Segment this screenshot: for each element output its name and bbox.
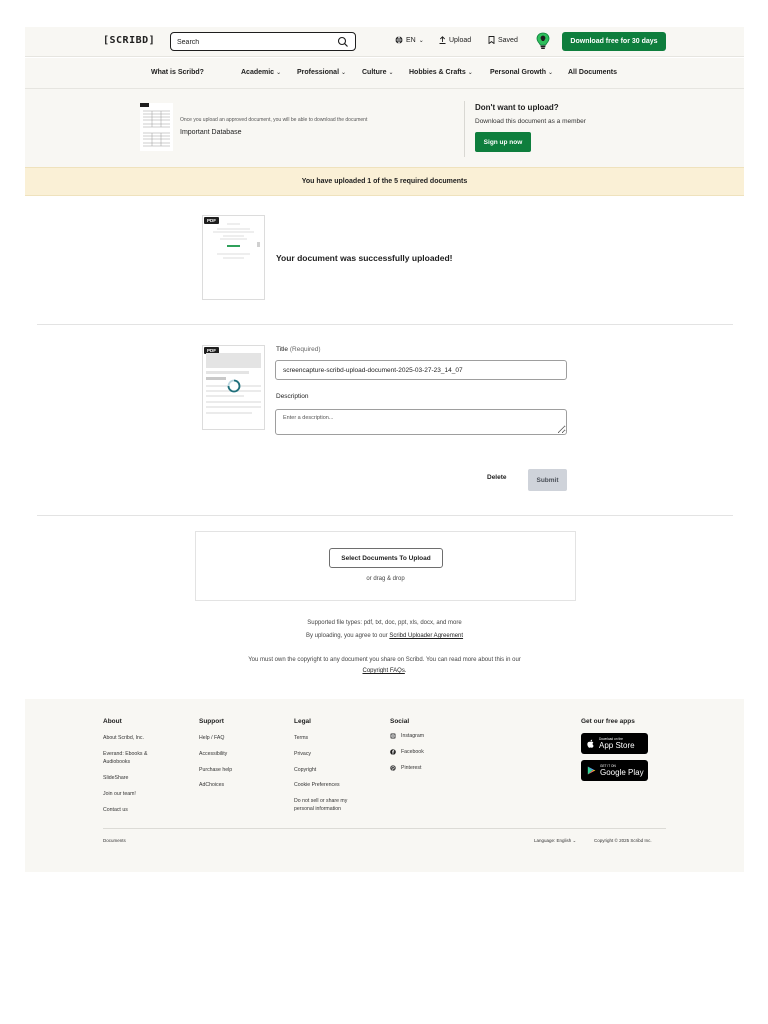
footer-apps-heading: Get our free apps [581, 718, 635, 725]
facebook-link[interactable] [390, 749, 424, 755]
nav-label: Professional [297, 69, 340, 76]
nav-academic[interactable] [241, 69, 281, 76]
chevron-down-icon: ⌄ [418, 37, 424, 44]
footer-social-heading: Social [390, 718, 410, 725]
title-label [276, 346, 321, 353]
copyright-notice: You must own the copyright to any document you share on Scribd. You can read more about this in our [248, 657, 521, 663]
upload-info-section [25, 89, 744, 167]
chevron-down-icon: ⌄ [341, 70, 347, 76]
member-text: Download this document as a member [475, 118, 586, 125]
app-store-badge[interactable] [581, 733, 648, 754]
nav-label: Personal Growth [490, 69, 547, 76]
social-label: Facebook [401, 749, 424, 755]
footer-about-heading: About [103, 718, 122, 725]
chevron-down-icon: ⌄ [548, 70, 554, 76]
document-upload-thumbnail [202, 345, 265, 430]
progress-text: You have uploaded 1 of the 5 required documents [301, 178, 468, 185]
language-selector[interactable] [395, 36, 424, 44]
supported-file-types: Supported file types: pdf, txt, doc, ppt, xls, docx, and more [307, 620, 462, 626]
document-thumbnail[interactable] [140, 103, 173, 151]
app-store-text [599, 737, 635, 750]
footer-language-selector[interactable] [534, 838, 576, 844]
language-label: EN [406, 36, 416, 44]
upload-link[interactable] [439, 36, 471, 44]
bookmark-icon [488, 36, 495, 44]
select-documents-button[interactable]: Select Documents To Upload [329, 548, 443, 568]
footer-link[interactable]: SlideShare [103, 775, 129, 781]
instagram-icon [390, 733, 396, 739]
footer-support-heading: Support [199, 718, 224, 725]
footer-link[interactable]: Copyright [294, 767, 317, 773]
footer-documents-link[interactable]: Documents [103, 838, 126, 843]
app-store-small-text: Download on the [599, 737, 623, 741]
delete-button[interactable]: Delete [487, 474, 507, 481]
social-label: Pinterest [401, 765, 422, 771]
google-play-small-text: GET IT ON [600, 764, 616, 768]
nav-what-is-scribd[interactable] [151, 69, 204, 76]
copyright-faq-line [25, 668, 744, 674]
upload-progress-banner [25, 167, 744, 196]
upload-icon [439, 36, 446, 44]
nav-professional[interactable] [297, 69, 346, 76]
footer-link[interactable]: Help / FAQ [199, 735, 225, 741]
description-input[interactable] [275, 409, 567, 435]
pinterest-link[interactable] [390, 765, 421, 771]
top-header [25, 27, 744, 57]
footer-link[interactable]: Cookie Preferences [294, 782, 340, 788]
loading-spinner-icon [227, 379, 241, 393]
category-nav [25, 58, 744, 89]
nav-label: Academic [241, 69, 275, 76]
document-preview-graphic [203, 216, 264, 299]
google-play-big-text: Google Play [600, 768, 644, 777]
instagram-link[interactable] [390, 733, 424, 739]
footer-link[interactable]: Accessibility [199, 751, 228, 757]
footer-copyright: Copyright © 2025 Scribd Inc. [594, 838, 652, 843]
document-name[interactable]: Important Database [180, 129, 242, 136]
nav-label: All Documents [568, 69, 618, 76]
success-message: Your document was successfully uploaded! [276, 253, 453, 263]
title-label-text: Title [276, 346, 289, 353]
lightbulb-icon[interactable] [536, 32, 550, 50]
required-tag: (Required) [289, 346, 321, 353]
divider [464, 101, 465, 157]
upload-note: Once you upload an approved document, you will be able to download the document [180, 117, 368, 123]
footer-link[interactable]: Everand: Ebooks & Audiobooks [103, 751, 148, 765]
saved-label: Saved [498, 36, 518, 44]
uploaded-document-thumbnail [202, 215, 265, 300]
search-input[interactable] [177, 36, 327, 48]
nav-personal-growth[interactable] [490, 69, 553, 76]
copyright-suffix: . [404, 668, 407, 674]
social-label: Instagram [401, 733, 425, 739]
uploader-agreement-link[interactable]: Scribd Uploader Agreement [389, 633, 464, 639]
search-box[interactable] [170, 32, 356, 51]
nav-hobbies-crafts[interactable] [409, 69, 473, 76]
chevron-down-icon: ⌄ [388, 70, 394, 76]
footer-link[interactable]: Do not sell or share my personal information [294, 798, 348, 812]
sign-up-button[interactable]: Sign up now [475, 132, 531, 152]
agreement-line [25, 633, 744, 639]
nav-culture[interactable] [362, 69, 394, 76]
drag-drop-text: or drag & drop [366, 576, 405, 582]
nav-label: Hobbies & Crafts [409, 69, 466, 76]
facebook-icon [390, 749, 396, 755]
scribd-logo[interactable]: [SCRIBD] [103, 35, 156, 46]
nav-all-documents[interactable] [568, 69, 617, 76]
footer-link[interactable]: Join our team! [103, 791, 136, 797]
google-play-text [600, 764, 644, 777]
nav-label: What is Scribd? [151, 69, 204, 76]
download-free-button[interactable]: Download free for 30 days [562, 32, 666, 51]
pdf-badge: PDF [204, 217, 219, 224]
footer-legal-heading: Legal [294, 718, 311, 725]
chevron-down-icon: ⌄ [572, 838, 577, 843]
site-footer [25, 699, 744, 872]
title-input[interactable] [275, 360, 567, 380]
description-label: Description [276, 393, 309, 400]
member-heading: Don't want to upload? [475, 103, 559, 112]
footer-divider [103, 828, 666, 829]
apple-icon [587, 739, 595, 748]
footer-link[interactable]: Privacy [294, 751, 312, 757]
scribd-upload-page [25, 27, 744, 872]
upload-label: Upload [449, 36, 472, 44]
pdf-badge: PDF [204, 347, 219, 354]
copyright-faqs-link[interactable]: Copyright FAQs [362, 668, 405, 674]
divider [37, 515, 733, 516]
pinterest-icon [390, 765, 396, 771]
footer-link[interactable]: Purchase help [199, 767, 233, 773]
app-store-big-text: App Store [599, 741, 635, 750]
search-icon[interactable] [337, 36, 349, 48]
saved-link[interactable] [488, 36, 518, 44]
footer-link[interactable]: AdChoices [199, 782, 225, 788]
google-play-badge[interactable] [581, 760, 648, 781]
divider [37, 324, 733, 325]
footer-link[interactable]: About Scribd, Inc. [103, 735, 144, 741]
google-play-icon [587, 766, 596, 775]
language-label: Language: English [534, 838, 572, 843]
chevron-down-icon: ⌄ [276, 70, 282, 76]
agreement-prefix: By uploading, you agree to our [305, 633, 390, 639]
chevron-down-icon: ⌄ [467, 70, 473, 76]
footer-link[interactable]: Terms [294, 735, 309, 741]
submit-button[interactable]: Submit [528, 469, 567, 491]
upload-dropzone[interactable] [195, 531, 576, 601]
nav-label: Culture [362, 69, 387, 76]
globe-icon [395, 36, 403, 44]
footer-link[interactable]: Contact us [103, 807, 128, 813]
